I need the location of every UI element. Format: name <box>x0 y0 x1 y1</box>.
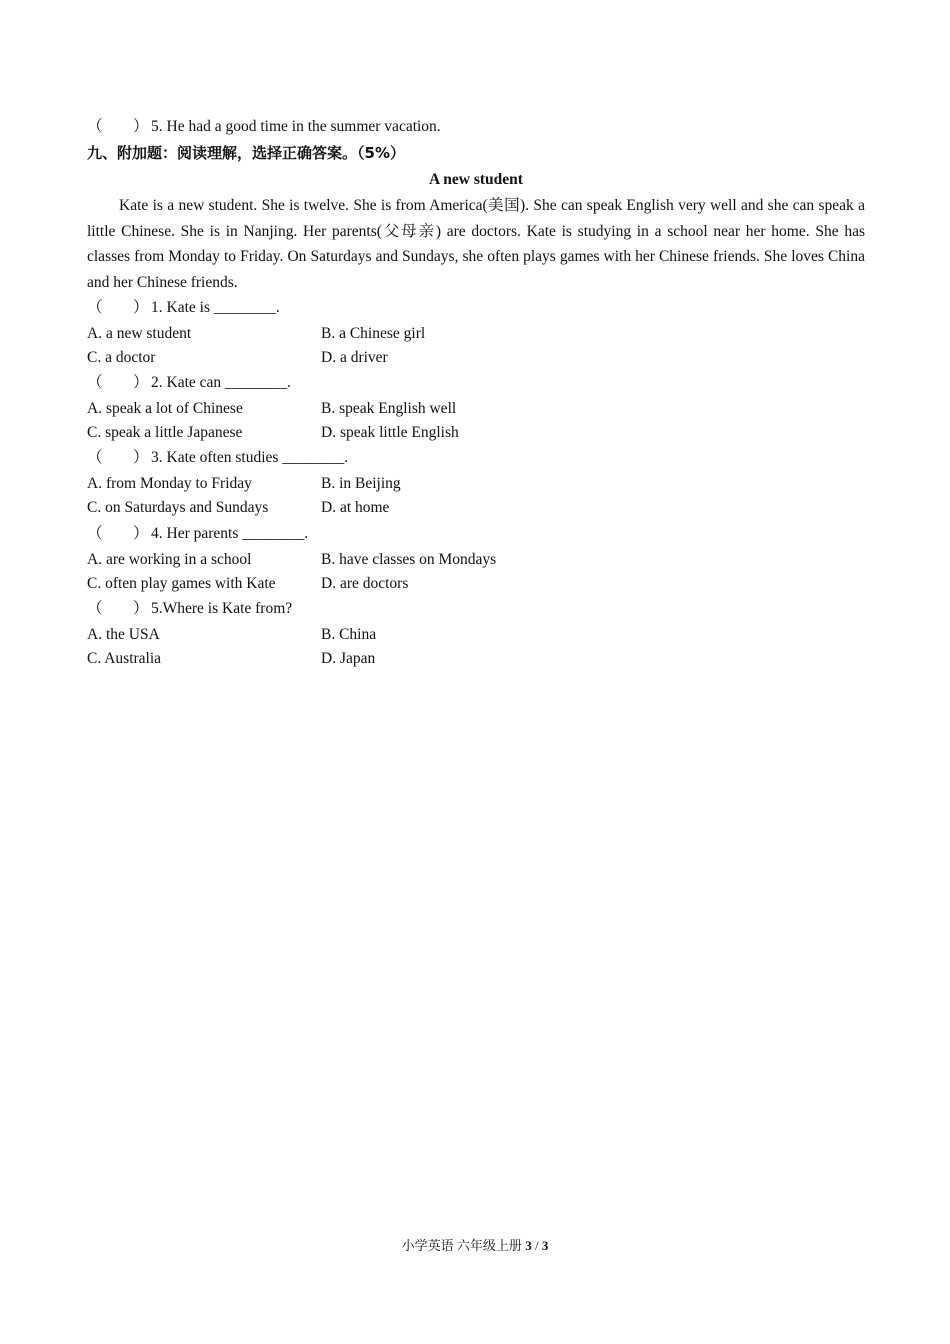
option-a: A. speak a lot of Chinese <box>87 400 243 417</box>
section-heading: 九、附加题：阅读理解，选择正确答案。（5%） <box>87 144 405 162</box>
option-b: B. in Beijing <box>321 475 401 492</box>
option-d: D. at home <box>321 499 390 516</box>
previous-question-5 <box>87 117 441 137</box>
option-c: C. speak a little Japanese <box>87 424 243 441</box>
answer-blank: （ ） <box>87 374 149 391</box>
option-d: D. a driver <box>321 349 388 366</box>
option-b: B. a Chinese girl <box>321 325 426 342</box>
question-text: 3. Kate often studies ________. <box>151 449 349 466</box>
option-a: A. are working in a school <box>87 551 252 568</box>
question-stem <box>87 524 308 544</box>
question-text: 1. Kate is ________. <box>151 299 280 316</box>
answer-blank: （ ） <box>87 118 149 135</box>
reading-title: A new student <box>429 171 523 188</box>
question-stem <box>87 298 280 318</box>
option-b: B. China <box>321 626 377 643</box>
answer-blank: （ ） <box>87 299 149 316</box>
option-c: C. often play games with Kate <box>87 575 276 592</box>
question-stem <box>87 448 348 468</box>
page-footer <box>0 1237 950 1255</box>
question-text: 5. He had a good time in the summer vacation. <box>151 118 441 135</box>
question-stem <box>87 599 292 619</box>
footer-page-number: 3 <box>525 1238 532 1253</box>
option-a: A. a new student <box>87 325 192 342</box>
option-d: D. Japan <box>321 650 376 667</box>
question-stem <box>87 373 291 393</box>
option-d: D. speak little English <box>321 424 459 441</box>
option-c: C. Australia <box>87 650 162 667</box>
answer-blank: （ ） <box>87 525 149 542</box>
answer-blank: （ ） <box>87 600 149 617</box>
option-a: A. from Monday to Friday <box>87 475 252 492</box>
question-text: 2. Kate can ________. <box>151 374 291 391</box>
footer-page-total: 3 <box>541 1238 549 1253</box>
option-b: B. have classes on Mondays <box>321 551 497 568</box>
option-c: C. on Saturdays and Sundays <box>87 499 269 516</box>
option-b: B. speak English well <box>321 400 457 417</box>
option-d: D. are doctors <box>321 575 409 592</box>
footer-separator: / <box>534 1238 539 1253</box>
option-c: C. a doctor <box>87 349 156 366</box>
footer-label: 小学英语 六年级上册 <box>401 1238 522 1253</box>
option-a: A. the USA <box>87 626 160 643</box>
question-text: 5.Where is Kate from? <box>151 600 293 617</box>
question-text: 4. Her parents ________. <box>151 525 309 542</box>
answer-blank: （ ） <box>87 449 149 466</box>
reading-passage: Kate is a new student. She is twelve. She is from America(美国). She can speak English very well and she can speak a little Chinese. She is in Nanjing. Her parents(父母亲) are doctors. Kate is studying in a school near her home. She has classes from Monday to Friday. On Saturdays and Sundays, she often plays games with her Chinese friends. She loves China and her Chinese friends. <box>87 197 865 291</box>
